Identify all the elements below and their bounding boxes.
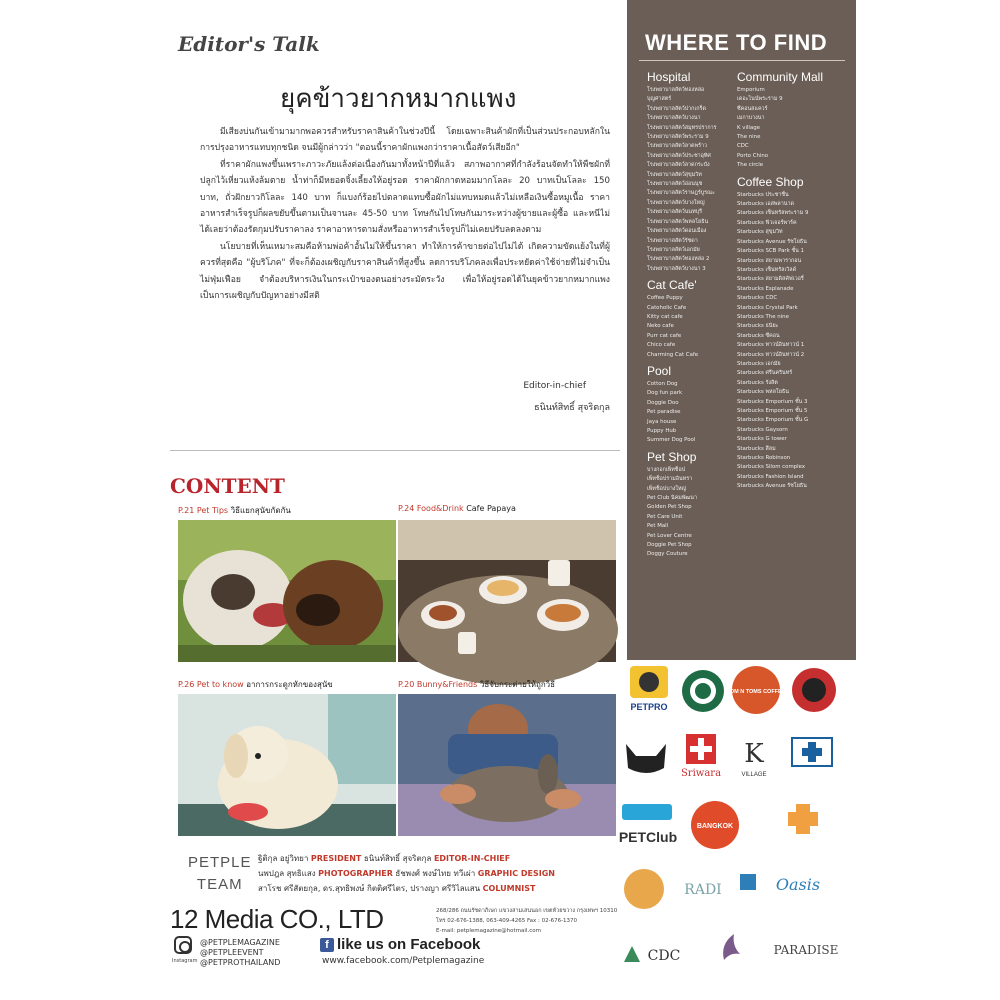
location-item: Starbucks สุขุมวิท (737, 229, 783, 236)
location-item: Starbucks ธนิยะ (737, 323, 779, 330)
team-row (258, 881, 618, 896)
cat-cafe-list (647, 294, 747, 360)
location-item: โรงพยาบาลสัตว์รัชดา (647, 237, 698, 244)
location-item: Starbucks เอสพลานาด (737, 201, 794, 208)
content-page-ref: P.24 Food&Drink (398, 504, 464, 513)
location-item: บางกอกเพ็ทช็อป (647, 466, 686, 473)
team-list (258, 851, 618, 897)
editorial-paragraph: ที่ราคาผักแพงขึ้นเพราะภาวะภัยแล้งต่อเนื่องกันมาทั้งหน้าปีที่แล้ว สภาพอากาศที่กำลังร้อนจัดทำให้พืชผักที่ปลูกไว้เหี่ยวแห้งล้มตาย น้ำท่าก็มีหยอดจิ้งเลี้ยงให้อยู่รอด ราคาผักกาดหอมมากโลละ 20 บาทเป็นโลละ 150 บาท, ถั่วฝักยาวกิโลละ 140 บาท ก็แบงก์ร้อยไปตลาดแทบซื้อผักไม่แทบหมดแล้วไม่เหลือเงินซื้อหมูเนื้อ ราคาอาหารสำเร็จรูปก็ผลขยับขึ้นตามเป็นจานละ 45-50 บาท โทษกันไปโทษกันมาระหว่างผู้ขายและผู้ซื้อ และหนีไม่ได้เลยว่าต้องรัดกุมปรับราคาลง ราคาอาหารตามสั่งหรืออาหารสำเร็จรูปก็ไม่เคยปรับลดลงตาม (200, 159, 610, 236)
content-title: วิธีจับกระต่ายให้ถูกวิธี (479, 680, 556, 689)
rabbit-photo (398, 694, 616, 836)
location-item: Cotton Dog (647, 380, 678, 387)
location-item: Starbucks Esplanade (737, 285, 794, 292)
pool-list (647, 380, 747, 446)
location-item: Starbucks G tower (737, 436, 787, 443)
tom-n-toms-logo-text: TOM N TOMS COFFEE (726, 689, 786, 695)
pet-shop-title: Pet Shop (647, 449, 697, 464)
location-item: Starbucks Fashion Island (737, 473, 804, 480)
location-item: Starbucks พหลโยธิน (737, 389, 789, 396)
location-item: Coffee Puppy (647, 295, 683, 302)
location-item: โรงพยาบาลสัตว์ราษฎร์บูรณะ (647, 190, 715, 197)
editorial-body (200, 124, 610, 304)
cdc-logo (618, 936, 692, 970)
pet-hospital-logo (778, 800, 828, 850)
team-role: PRESIDENT (310, 854, 362, 863)
location-item: เดอะไนน์พระราม 9 (737, 96, 783, 103)
location-item: Starbucks ฟิวเจอร์พาร์ค (737, 219, 797, 226)
location-item: โรงพยาบาลสัตว์นนทบุรี (647, 209, 702, 216)
team-role: COLUMNIST (482, 884, 536, 894)
editorial-paragraph: มีเสียงบ่นกันเข้ามามากพอควรสำหรับราคาสินค้าในช่วงปีนี้ โดยเฉพาะสินค้าผักที่เป็นส่วนประกอบหลักในการปรุงอาหารแทบทุกชนิด จนมีผู้กล่าวว่า "ตอนนี้ราคาผักแพงกว่าราคาเนื้อสัตว์เสียอีก" (200, 127, 610, 154)
facebook-cta[interactable] (320, 936, 480, 953)
location-item: Starbucks CDC (737, 295, 778, 302)
content-caption (178, 678, 396, 692)
content-caption (398, 504, 616, 518)
location-item: Starbucks Avenue รัชโยธิน (737, 238, 807, 245)
oasis-logo-text: Oasis (775, 875, 821, 894)
location-item: Porto Chino (737, 152, 769, 159)
location-item: Purr cat cafe (647, 332, 682, 339)
location-item: Starbucks เอกมัย (737, 360, 781, 367)
vanilla-moon-logo (712, 930, 752, 970)
k-village-logo-text: VILLAGE (741, 772, 767, 778)
team-row (258, 866, 618, 881)
bangkok-logo-text: BANGKOK (696, 823, 734, 830)
location-item: Jaya house (647, 418, 677, 425)
content-item-pet-to-know[interactable] (178, 678, 396, 836)
location-item: โรงพยาบาลสัตว์บางนา 3 (647, 265, 706, 272)
location-item: The nine (737, 134, 761, 141)
team-title (188, 852, 252, 896)
location-item: Starbucks Crystal Park (737, 304, 798, 311)
instagram-accounts (200, 938, 280, 968)
content-item-bunny-friends[interactable] (398, 678, 616, 836)
location-item: Starbucks ซีคอน (737, 332, 780, 339)
location-item: โรงพยาบาลสัตว์ปากเกร็ด (647, 105, 706, 112)
content-page-ref: P.26 Pet to know (178, 680, 244, 689)
community-mall-title: Community Mall (737, 70, 824, 84)
location-item: Pet Mall (647, 523, 669, 530)
location-item: Puppy Hub (647, 428, 677, 434)
content-item-pet-tips[interactable] (178, 504, 396, 662)
location-item: Starbucks สีลม (737, 445, 776, 452)
location-item: โรงพยาบาลสัตว์อ่อนนุช (647, 181, 703, 188)
starbucks-logo (680, 668, 726, 714)
location-item: โรงพยาบาลสัตว์พหลโยธิน (647, 218, 709, 225)
location-item: Starbucks เซ็นทรัลพระราม 9 (737, 210, 809, 217)
dogs-fighting-photo (178, 520, 396, 662)
location-item: Pet paradise (647, 409, 681, 416)
team-role: PHOTOGRAPHER (318, 869, 393, 879)
petclub-logo-text: PETClub (618, 829, 678, 845)
paradise-logo-text: PARADISE (773, 943, 839, 957)
team-title-line: PETPLE (188, 854, 252, 871)
location-item: Starbucks ศรีนครินทร์ (737, 370, 793, 377)
location-item: Starbucks รังสิต (737, 379, 778, 386)
team-member: สาโรช ศรีสัตยกุล, ดร.สุทธิพงษ์ กิตติศรีไตร, ปรางญา ศรีวิไลแสน (258, 884, 483, 894)
content-item-food-drink[interactable] (398, 504, 616, 662)
team-member: ธนินท์สิทธิ์ สุจริตกุล (361, 854, 434, 863)
pet-shop-list (647, 466, 747, 560)
location-item: Starbucks ทาวน์อินทาวน์ 1 (737, 342, 805, 349)
location-item: บุญศาสตร์ (647, 96, 672, 103)
cat-cafe-title: Cat Cafe' (647, 278, 697, 293)
location-item: Starbucks Emporium ชั้น 5 (737, 408, 808, 414)
location-item: เพ็ทช็อปบางใหญ่ (647, 485, 687, 492)
location-item: Starbucks Robinson (737, 455, 791, 462)
location-item: Charming Cat Cafe (647, 351, 699, 358)
where-to-find-column-left (647, 66, 747, 560)
location-item: โรงพยาบาลสัตว์ลาดพร้าว (647, 143, 708, 150)
divider (170, 450, 620, 451)
hospital-logo (784, 734, 840, 778)
location-item: ซีคอนสแควร์ (737, 105, 768, 112)
facebook-icon: f (320, 938, 334, 952)
location-item: Neko cafe (647, 323, 674, 330)
location-item: Golden Pet Shop (647, 504, 692, 511)
content-page-ref: P.21 Pet Tips (178, 506, 229, 515)
hospital-title: Hospital (647, 70, 691, 84)
location-item: Starbucks Avenue รัชโยธิน (737, 483, 807, 490)
location-item: Pet Club นิคมพัฒนา (647, 495, 697, 502)
partner-logos (618, 660, 856, 990)
location-item: Starbucks Gaysorn (737, 426, 788, 433)
instagram-handle[interactable]: @PETPLEEVENT (200, 948, 264, 957)
location-item: Doggie Pet Shop (647, 542, 692, 549)
content-page-ref: P.20 Bunny&Friends (398, 680, 478, 689)
location-item: Doggie Doo (647, 399, 679, 406)
location-item: Dog fun park (647, 390, 683, 397)
location-item: Starbucks Silom complex (737, 464, 806, 471)
location-item: เมกาบางนา (737, 115, 765, 122)
location-item: โรงพยาบาลสัตว์เอกมัย (647, 246, 700, 253)
location-item: K village (737, 124, 760, 131)
editorial-paragraph: นโยบายที่เห็นเหมาะสมคือห้ามพ่อค้าอั้นไม่ให้ขึ้นราคา ทำให้การค้าขายต่อไปไม่ได้ เกิดความขัดแย้งในที่ผู้ควรที่สุดคือ "ผู้บริโภค" ที่จะก็ต้องเผชิญกับราคาสินค้าที่สูงขึ้น ลดการบริโภคลงเพื่อประหยัดค่าใช้จ่ายที่ไม่จำเป็น ไม่ฟุ่มเฟือย จำต้องบริหารเงินในกระเป๋าของตนอย่างระมัดระวัง เพื่อให้อยู่รอดได้ในยุคข้าวยากหมากแพง เป็นการเผชิญกับปัญหาอย่างมีสติ (200, 241, 610, 302)
team-role: EDITOR-IN-CHIEF (433, 854, 511, 863)
where-to-find-heading: WHERE TO FIND (645, 30, 828, 55)
location-item: Pet Lover Centre (647, 532, 692, 539)
location-item: Kitty cat cafe (647, 313, 683, 320)
pool-title: Pool (647, 363, 672, 378)
location-item: โรงพยาบาลสัตว์ประชาอุทิศ (647, 152, 711, 159)
restaurant-logo (790, 666, 838, 714)
editorial-title: ยุคข้าวยากหมากแพง (280, 84, 517, 114)
location-item: Starbucks SCB Park ชั้น 1 (737, 248, 804, 255)
content-heading: CONTENT (170, 474, 285, 498)
sriwara-logo (674, 730, 728, 784)
location-item: Starbucks Emporium ชั้น G (737, 417, 809, 424)
oasis-logo (734, 866, 844, 910)
location-item: Starbucks ทาวน์อินทาวน์ 2 (737, 351, 805, 358)
team-row (258, 851, 618, 866)
location-item: The circle (737, 162, 764, 169)
phone-line: โทร 02-676-1388, 063-409-4265 Fax : 02-676-1370 (436, 918, 578, 924)
editors-talk-heading: Editor's Talk (178, 32, 320, 56)
cat-logo (620, 734, 672, 778)
location-item: โรงพยาบาลสัตว์ทองหล่อ 2 (647, 256, 710, 263)
company-name: 12 Media CO., LTD (170, 904, 384, 934)
content-caption (178, 504, 396, 518)
paradise-logo (764, 934, 848, 968)
location-item: Starbucks เซ็นทรัลเวิลด์ (737, 266, 797, 273)
address-line: 268/286 ถนนรัชดาภิเษก แขวงสามเสนนอก เขตห้วยขวาง กรุงเทพฯ 10310 (436, 908, 618, 914)
team-member: ฐิติกุล อยู่วิทยา (258, 854, 311, 863)
location-item: Doggy Couture (647, 551, 688, 558)
where-to-find-column-right (737, 66, 837, 492)
location-item: Emporium (737, 87, 765, 93)
petpro-logo (624, 664, 674, 714)
location-item: Starbucks The nine (737, 313, 789, 320)
location-item: Starbucks Emporium ชั้น 3 (737, 398, 808, 405)
location-item: Starbucks ประชาชื่น (737, 191, 789, 198)
hospital-list (647, 86, 747, 274)
location-item: โรงพยาบาลสัตว์สุขุมวิท (647, 171, 702, 178)
radi-logo-text: RADI (684, 882, 722, 898)
sriwara-logo-text: Sriwara (680, 768, 722, 779)
tom-n-toms-logo (726, 664, 786, 716)
editor-role: Editor-in-chief (523, 381, 586, 391)
coffee-shop-list (737, 191, 837, 492)
content-title: อาการกระดูกหักของสุนัข (246, 680, 333, 689)
content-caption (398, 678, 616, 692)
location-item: Summer Dog Pool (647, 437, 696, 444)
location-item: Starbucks สยามดิสคัฟเวอรี่ (737, 276, 804, 283)
k-village-logo (732, 732, 778, 782)
community-mall-list (737, 86, 837, 171)
location-item: โรงพยาบาลสัตว์บางใหญ่ (647, 199, 705, 206)
k-village-letter: K (744, 739, 764, 769)
content-title: วิธีแยกสุนัขกัดกัน (230, 506, 291, 515)
golden-retriever-photo (178, 694, 396, 836)
location-item: โรงพยาบาลสัตว์พระราม 9 (647, 134, 709, 141)
team-title-line: TEAM (196, 876, 243, 893)
location-item: Chico cafe (647, 342, 676, 349)
editor-name: ธนินท์สิทธิ์ สุจริตกุล (534, 403, 610, 413)
instagram-icon[interactable] (174, 936, 192, 954)
instagram-label: Instagram (172, 958, 198, 964)
location-item: โรงพยาบาลสัตว์ลาดกระบัง (647, 162, 710, 169)
content-title: Cafe Papaya (466, 504, 516, 513)
location-item: โรงพยาบาลสัตว์บางนา (647, 115, 701, 122)
team-role: GRAPHIC DESIGN (477, 869, 555, 879)
coffee-shop-title: Coffee Shop (737, 174, 804, 189)
location-item: เพ็ทช็อปรามอินทรา (647, 476, 693, 483)
facebook-label: like us on Facebook (337, 936, 481, 953)
where-to-find-panel (627, 0, 856, 660)
cafe-food-photo (398, 520, 616, 662)
location-item: โรงพยาบาลสัตว์ทองหล่อ (647, 87, 705, 93)
divider (639, 60, 845, 61)
petpro-logo-text: PETPRO (630, 702, 668, 712)
location-item: CDC (737, 143, 749, 150)
team-member: ธัชพงศ์ พงษ์ไทย ทวีเผ่า (392, 869, 478, 879)
radi-logo (676, 870, 730, 910)
team-member: นพปฎล สุทธิแสง (258, 869, 319, 879)
location-item: Starbucks สยามพารากอน (737, 257, 802, 264)
location-item: Pet Care Unit (647, 513, 683, 520)
facebook-url[interactable]: www.facebook.com/Petplemagazine (322, 956, 485, 966)
instagram-handle[interactable]: @PETPROTHAILAND (200, 958, 281, 967)
location-item: Catoholic Cafe (647, 304, 687, 311)
cotton-logo (618, 866, 672, 912)
bangkok-logo (688, 798, 742, 852)
instagram-handle[interactable]: @PETPLEMAGAZINE (200, 938, 280, 947)
location-item: โรงพยาบาลสัตว์สมุทรปราการ (647, 124, 717, 131)
petclub-logo (618, 800, 680, 850)
location-item: โรงพยาบาลสัตว์ดอนเมือง (647, 228, 707, 235)
cdc-logo-text: CDC (647, 948, 681, 964)
email-line[interactable]: E-mail: petplemagazine@hotmail.com (436, 928, 541, 934)
